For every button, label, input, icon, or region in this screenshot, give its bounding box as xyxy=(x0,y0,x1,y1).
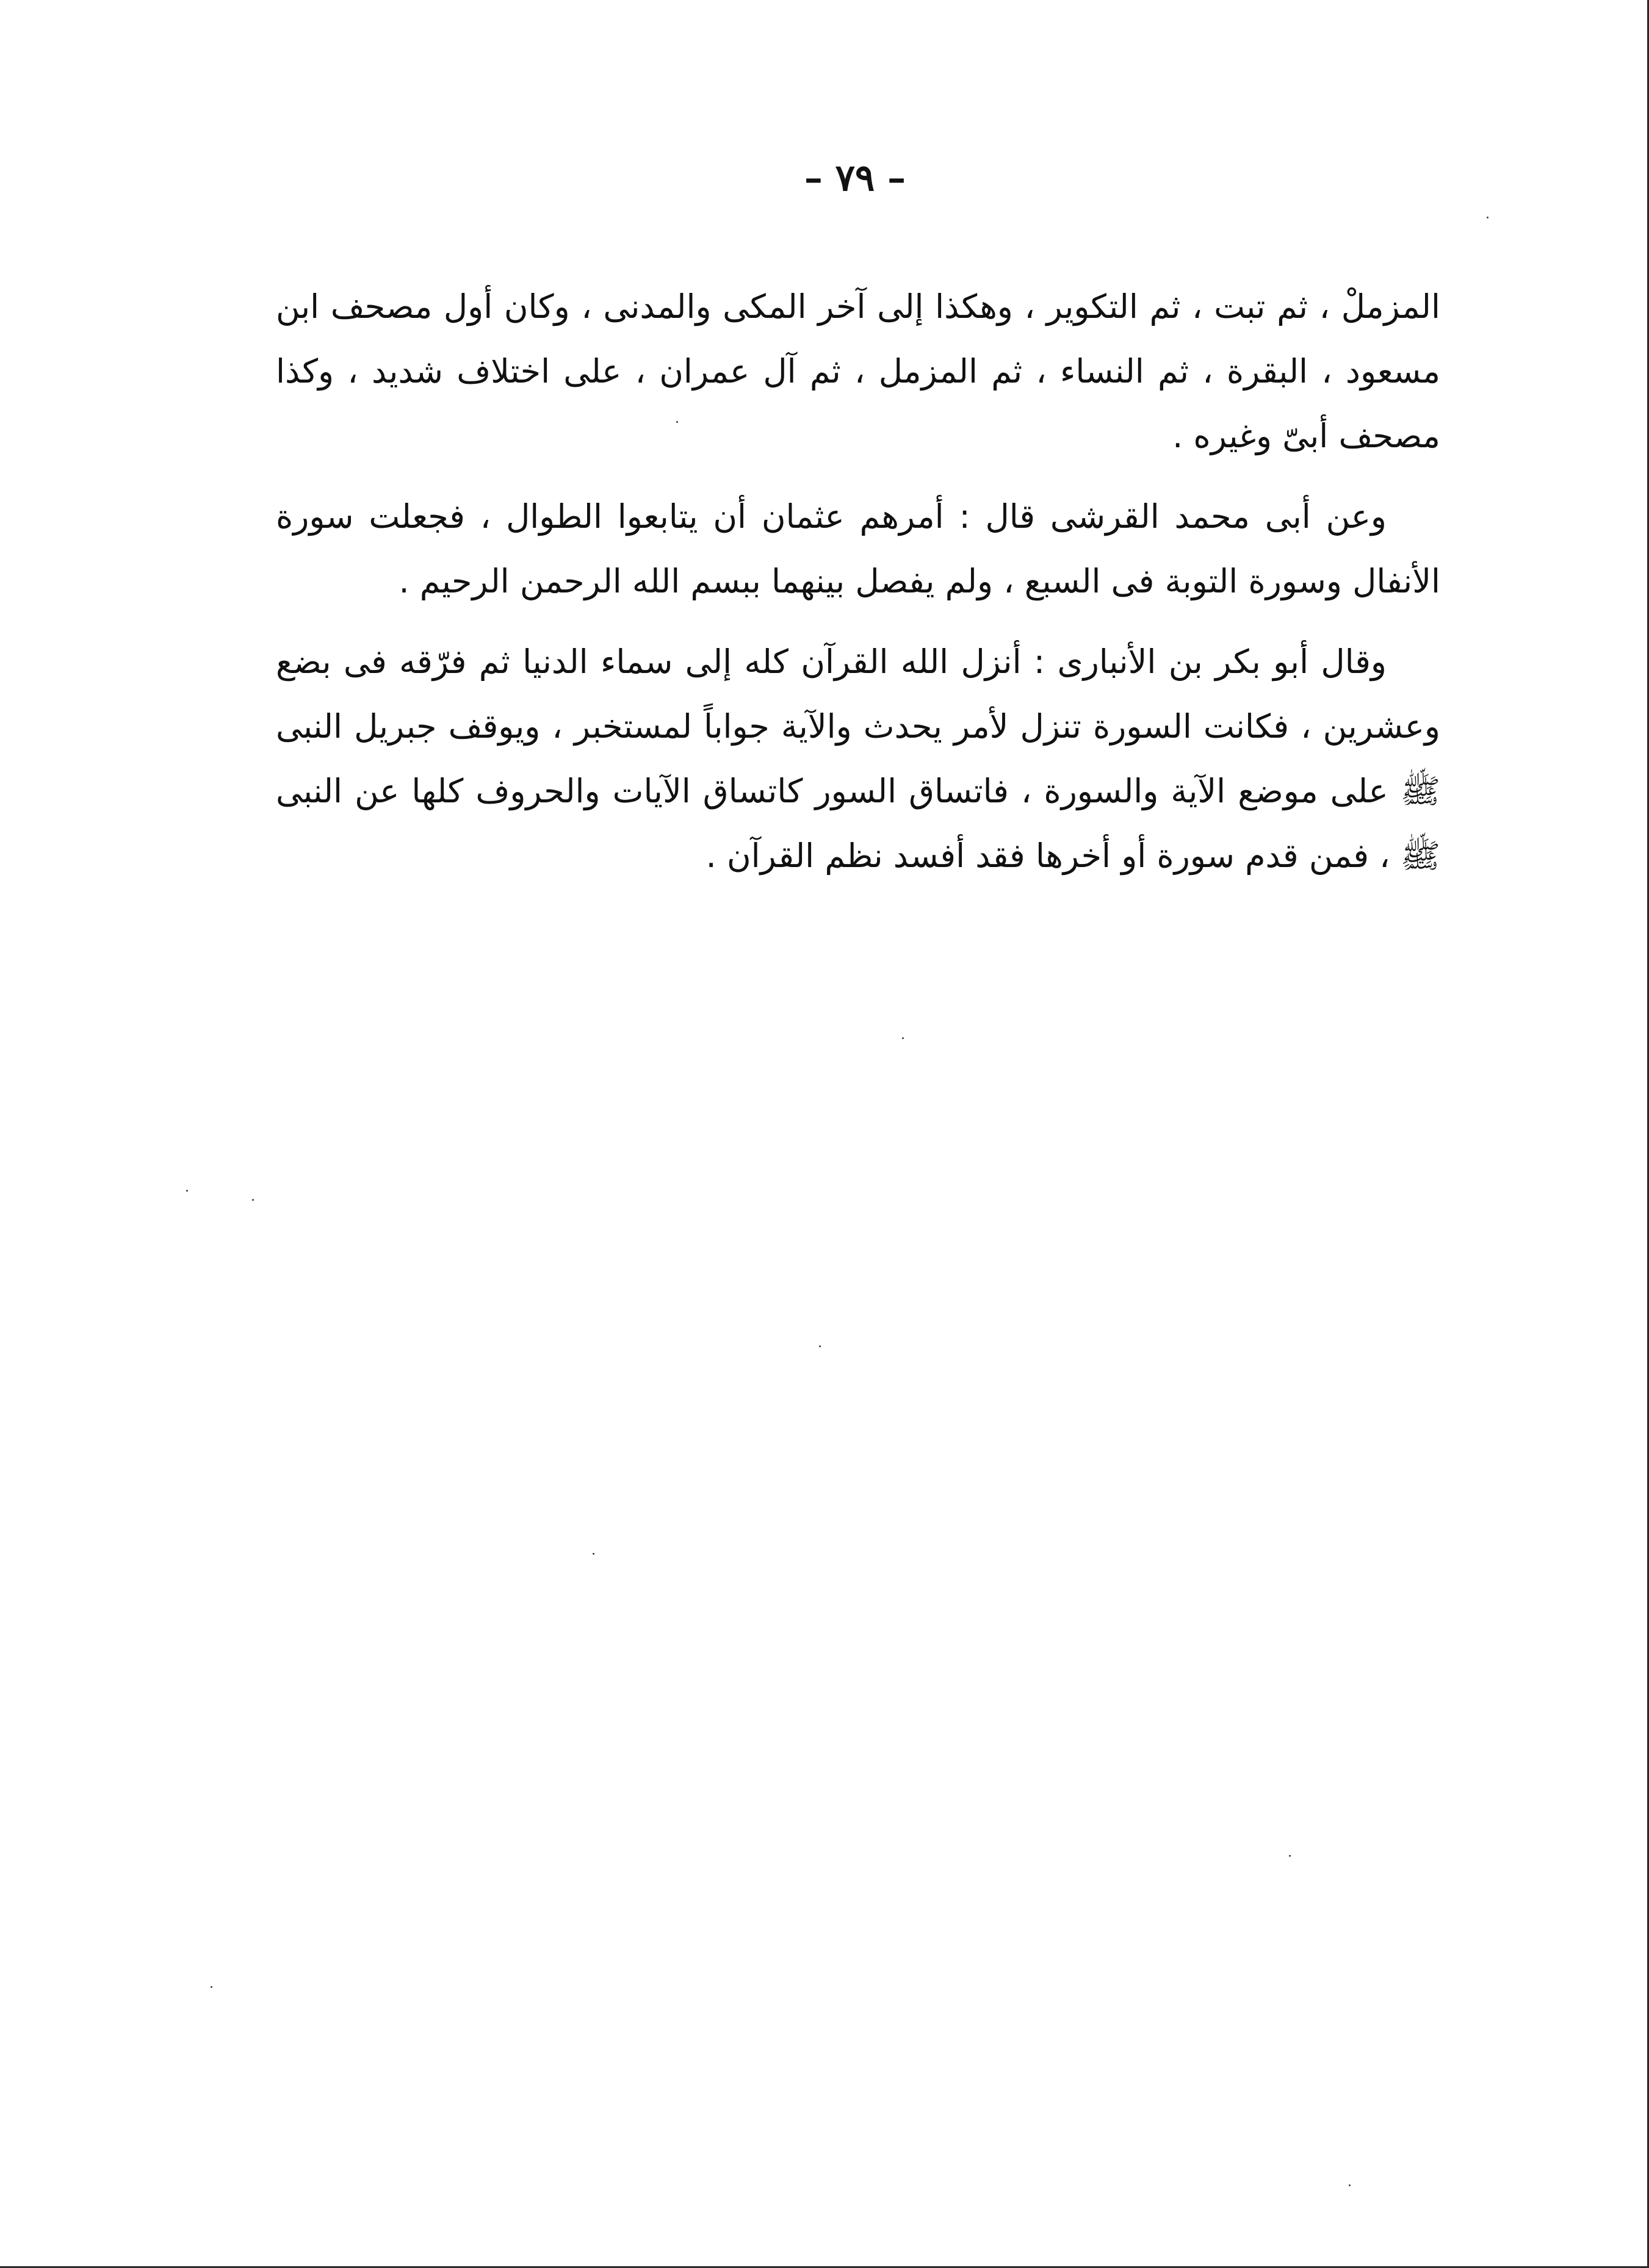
scan-speck xyxy=(1349,2184,1351,2186)
scan-speck xyxy=(1487,217,1488,218)
page-number: – ٧٩ – xyxy=(804,157,906,200)
scan-speck xyxy=(676,421,678,423)
paragraph-1: المزملْ ، ثم تبت ، ثم التكوير ، وهكذا إلى آخر المكى والمدنى ، وكان أول مصحف ابن مسعود ، البقرة ، ثم النساء ، ثم المزمل ، ثم آل عمران ، على اختلاف شديد ، وكذا مصحف أبىّ وغيره . xyxy=(276,287,1440,455)
paragraph-2: وعن أبى محمد القرشى قال : أمرهم عثمان أن يتابعوا الطوال ، فجعلت سورة الأنفال وسورة التوبة فى السبع ، ولم يفصل بينهما ببسم الله الرحمن الرحيم . xyxy=(276,497,1440,600)
scan-speck xyxy=(186,1190,188,1192)
scan-speck xyxy=(211,1986,212,1988)
paragraph-3: وقال أبو بكر بن الأنبارى : أنزل الله القرآن كله إلى سماء الدنيا ثم فرّقه فى بضع وعشرين ، فكانت السورة تنزل لأمر يحدث والآية جواباً لمستخبر ، ويوقف جبريل النبى ﷺ على موضع الآية والسورة ، فاتساق السور كاتساق الآيات والحروف كلها عن النبى ﷺ ، فمن قدم سورة أو أخرها فقد أفسد نظم القرآن . xyxy=(276,643,1440,875)
scan-speck xyxy=(1289,1855,1291,1857)
scan-speck xyxy=(252,1199,254,1201)
scan-speck xyxy=(819,1345,821,1347)
scan-speck xyxy=(593,1553,594,1555)
scan-speck xyxy=(902,1037,904,1039)
body-text xyxy=(276,275,1440,904)
